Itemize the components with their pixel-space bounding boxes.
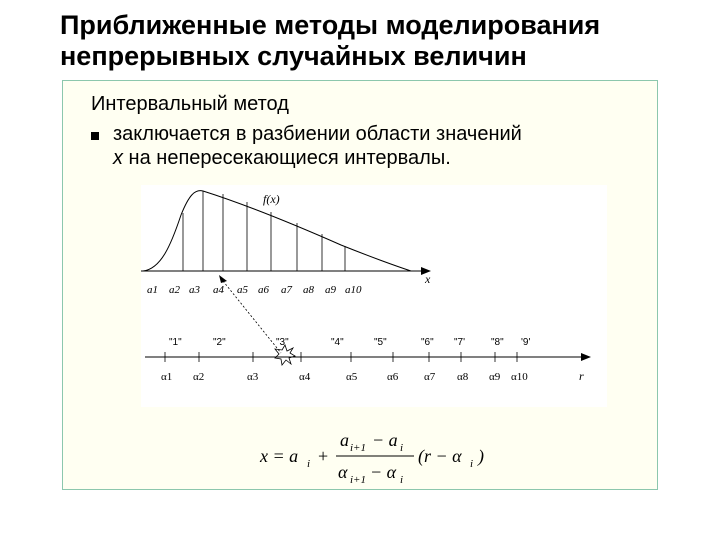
a-labels: [147, 284, 362, 296]
a-label-6: a6: [258, 284, 269, 296]
slide-title: [60, 10, 700, 72]
interval-label-3: "3": [276, 337, 289, 348]
interval-label-9: '9': [521, 337, 531, 348]
a-label-3: a3: [189, 284, 200, 296]
alpha-labels: [161, 371, 528, 383]
bullet-text-rest: на непересекающиеся интервалы.: [123, 147, 451, 169]
pointer-dotted-line: [223, 281, 281, 353]
formula-num-minus: − a: [372, 430, 398, 450]
interval-label-6: "6": [421, 337, 434, 348]
interval-method-figure: [141, 185, 607, 407]
alpha-label-4: α4: [299, 371, 311, 383]
formula-den-sub2: i: [400, 474, 404, 486]
formula-den-minus: − α: [370, 462, 397, 482]
bullet-text-line-2: [113, 147, 451, 170]
formula-num: a: [340, 430, 349, 450]
a-label-1: a1: [147, 284, 158, 296]
alpha-label-7: α7: [424, 371, 436, 383]
interval-label-2: "2": [213, 337, 226, 348]
formula-plus: +: [318, 446, 329, 466]
fx-label: f(x): [263, 192, 280, 206]
formula-paren: (r − α: [418, 446, 462, 466]
formula-paren-close: ): [478, 446, 484, 466]
alpha-label-6: α6: [387, 371, 399, 383]
formula-lhs: x = a: [260, 446, 299, 466]
alpha-label-3: α3: [247, 371, 259, 383]
alpha-label-10: α10: [511, 371, 528, 383]
formula-lhs-sub: i: [307, 458, 311, 470]
formula-paren-sub: i: [470, 458, 474, 470]
a-label-8: a8: [303, 284, 314, 296]
title-line-2: непрерывных случайных величин: [60, 41, 527, 71]
formula-num-sub2: i: [400, 442, 404, 454]
alpha-label-2: α2: [193, 371, 205, 383]
star-burst-icon: [275, 345, 295, 365]
formula-den-sub1: i+1: [350, 474, 366, 486]
bullet-square-icon: [91, 132, 99, 140]
bullet-variable: x: [113, 147, 123, 169]
formula-den: α: [338, 462, 348, 482]
a-label-10: a10: [345, 284, 362, 296]
alpha-label-1: α1: [161, 371, 173, 383]
a-label-4: a4: [213, 284, 224, 296]
interval-label-8: "8": [491, 337, 504, 348]
r-axis-label: r: [579, 369, 584, 383]
a-label-2: a2: [169, 284, 180, 296]
interval-label-1: "1": [169, 337, 182, 348]
a-label-5: a5: [237, 284, 248, 296]
content-box: [62, 80, 658, 490]
formula-num-sub1: i+1: [350, 442, 366, 454]
a-label-9: a9: [325, 284, 336, 296]
interval-label-7: "7': [454, 337, 466, 348]
a-label-7: a7: [281, 284, 292, 296]
r-axis-arrow: [581, 353, 591, 361]
bullet-text-line-1: заключается в разбиении области значений: [113, 123, 522, 145]
subheading: Интервальный метод: [91, 93, 289, 115]
title-line-1: Приближенные методы моделирования: [60, 10, 601, 40]
formula: [258, 426, 498, 486]
alpha-label-8: α8: [457, 371, 469, 383]
alpha-label-9: α9: [489, 371, 501, 383]
interval-label-5: "5": [374, 337, 387, 348]
pointer-arrow-head: [219, 275, 227, 283]
x-axis-label: x: [425, 272, 431, 286]
interval-labels: [169, 337, 530, 348]
interval-label-4: "4": [331, 337, 344, 348]
alpha-label-5: α5: [346, 371, 358, 383]
